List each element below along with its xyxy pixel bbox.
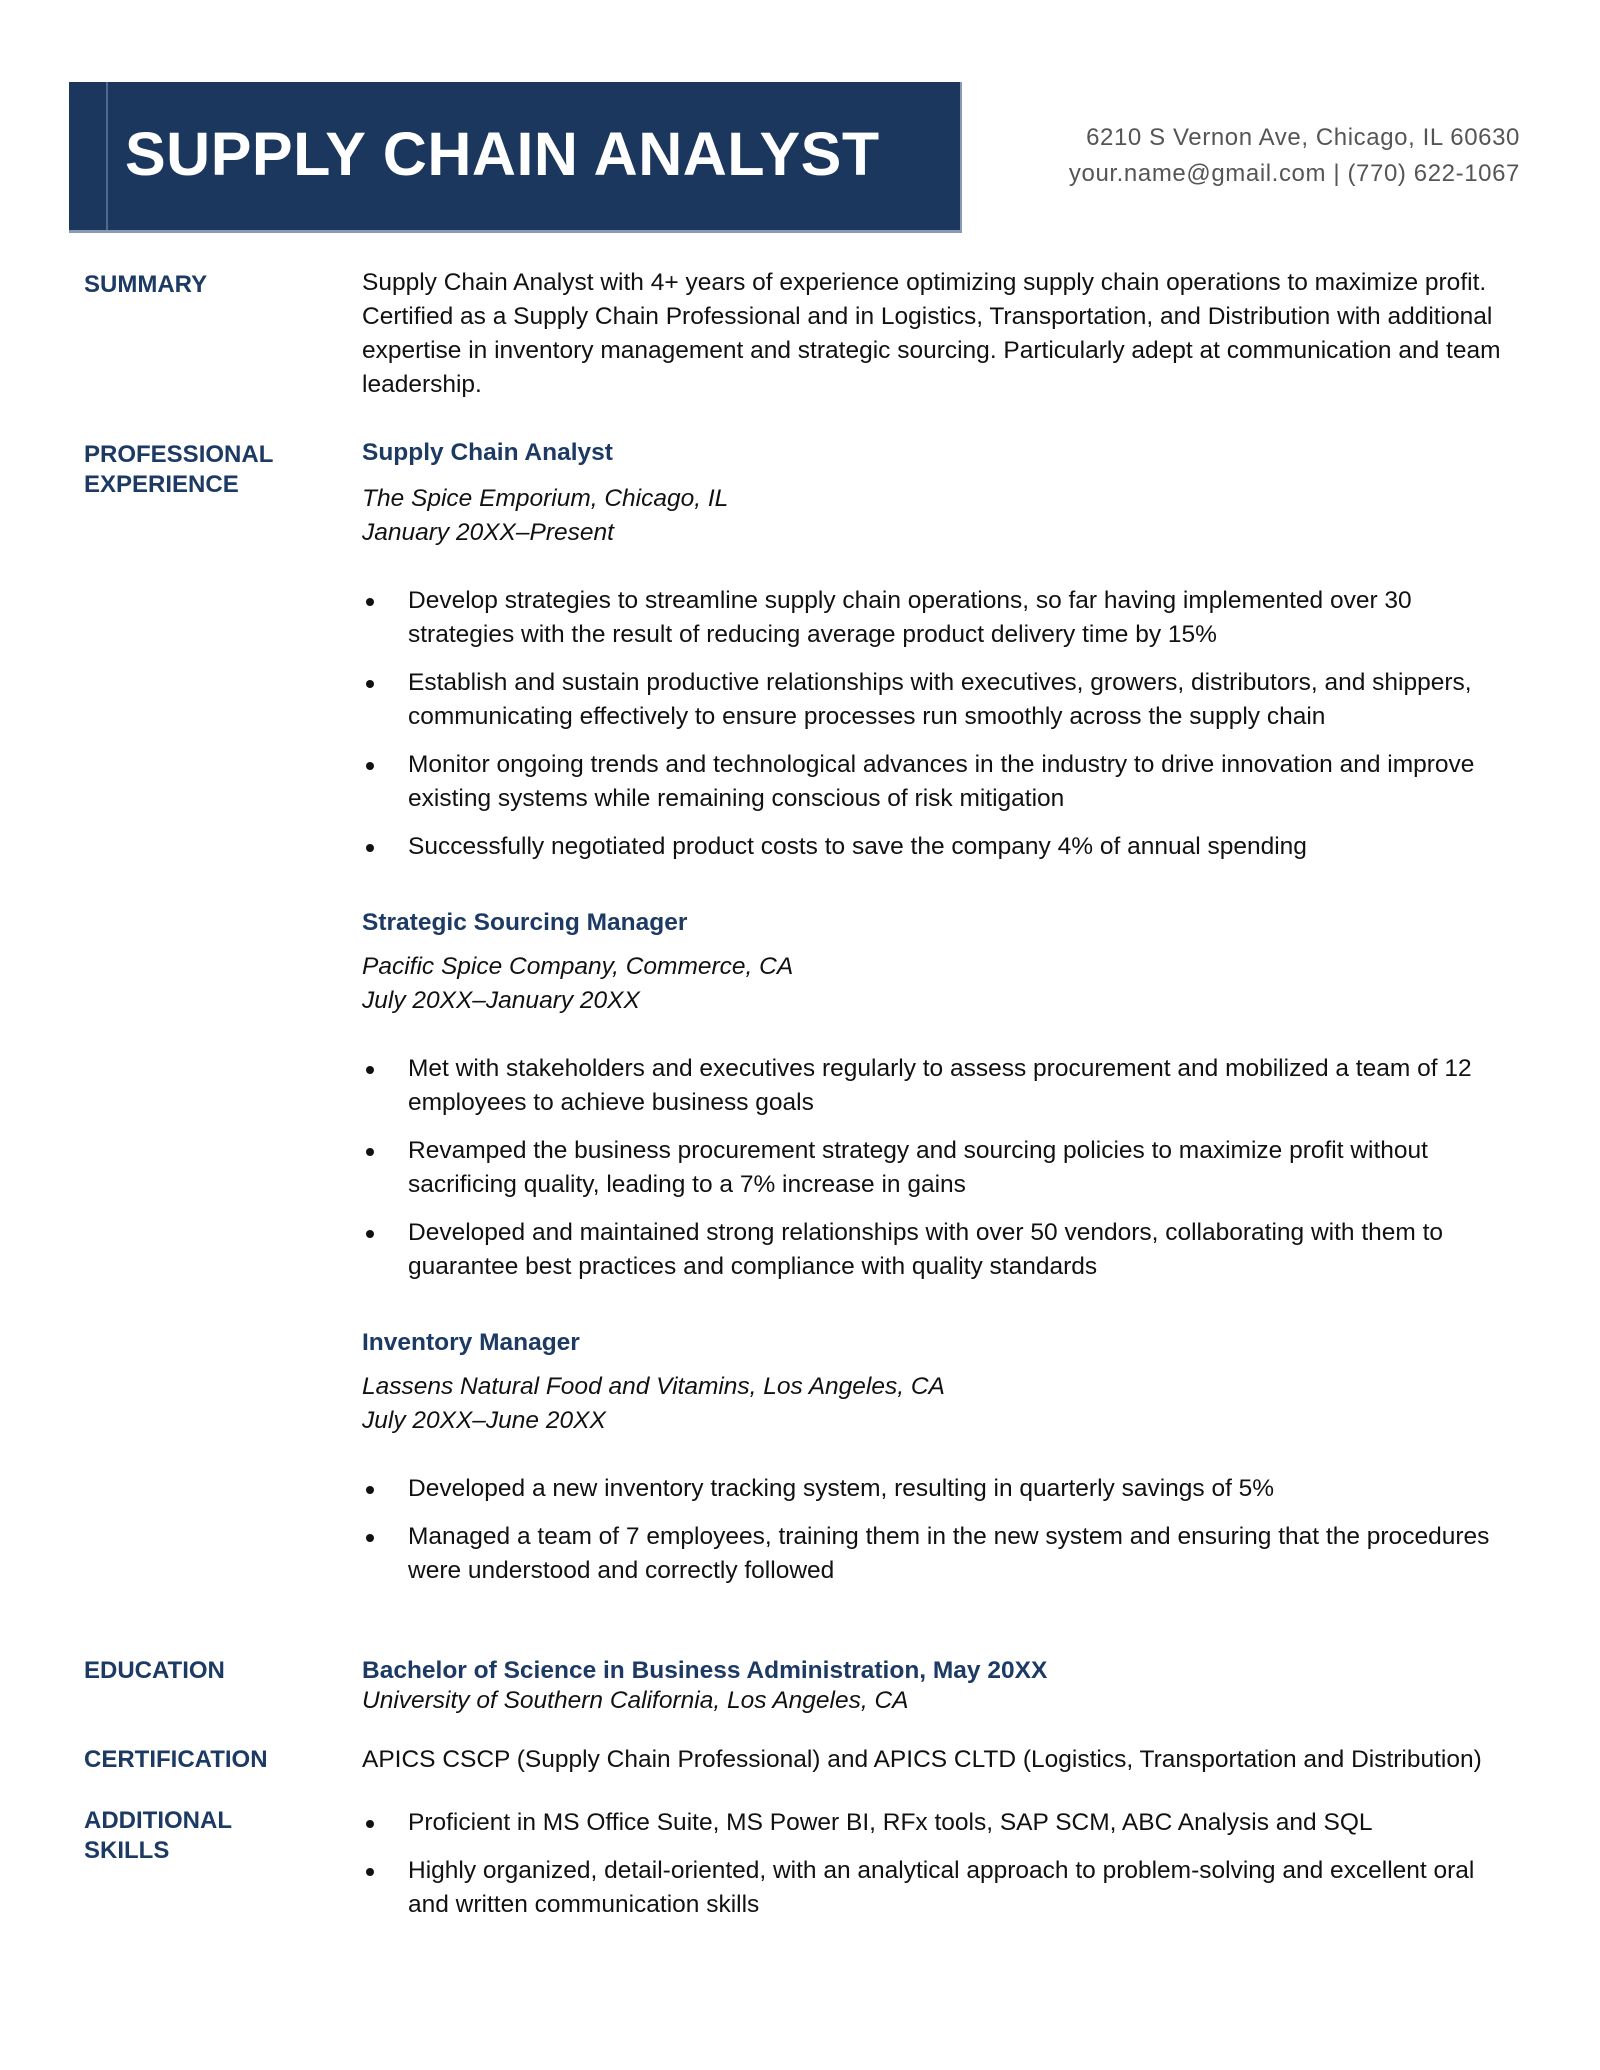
job-dates: July 20XX–June 20XX [362,1407,606,1434]
banner-accent-rule [106,82,108,230]
contact-address: 6210 S Vernon Ave, Chicago, IL 60630 [1086,124,1520,151]
bullet-item: Monitor ongoing trends and technological advances in the industry to drive innovation and improve existing systems while remaining conscious of risk mitigation [362,748,1522,816]
job-bullets [362,584,1522,864]
bullet-item: Establish and sustain productive relationships with executives, growers, distributors, and shippers, communicating effectively to ensure processes run smoothly across the supply chain [362,666,1522,734]
bullet-item: Successfully negotiated product costs to save the company 4% of annual spending [362,830,1522,864]
summary-heading: SUMMARY [84,271,208,298]
education-body [362,1656,1522,1716]
bullet-item: Developed a new inventory tracking system, resulting in quarterly savings of 5% [362,1472,1522,1506]
bullet-item: Revamped the business procurement strategy and sourcing policies to maximize profit without sacrificing quality, leading to a 7% increase in gains [362,1134,1522,1202]
job-entry [362,436,1522,864]
bullet-item: Develop strategies to streamline supply chain operations, so far having implemented over 30 strategies with the result of reducing average product delivery time by 15% [362,584,1522,652]
job-entry [362,1326,1522,1588]
experience-heading [84,440,344,500]
experience-heading-line2: EXPERIENCE [84,471,239,498]
bullet-item: Developed and maintained strong relationships with over 50 vendors, collaborating with them to guarantee best practices and compliance with quality standards [362,1216,1522,1284]
job-company: The Spice Emporium, Chicago, IL [362,485,729,512]
certification-heading: CERTIFICATION [84,1746,268,1773]
job-entry [362,906,1522,1284]
summary-body [362,266,1522,402]
summary-text: Supply Chain Analyst with 4+ years of experience optimizing supply chain operations to maximize profit. Certified as a Supply Chain Professional and in Logistics, Transportation, and Distribution with additional expertise in inventory management and strategic sourcing. Particularly adept at communication and team leadership. [362,269,1501,398]
job-company: Lassens Natural Food and Vitamins, Los Angeles, CA [362,1373,945,1400]
bullet-item: Met with stakeholders and executives regularly to assess procurement and mobilized a team of 12 employees to achieve business goals [362,1052,1522,1120]
certification-body [362,1745,1522,1775]
job-bullets [362,1052,1522,1284]
job-title: Inventory Manager [362,1329,580,1356]
experience-heading-line1: PROFESSIONAL [84,441,274,468]
education-degree: Bachelor of Science in Business Administration, May 20XX [362,1657,1048,1684]
education-heading: EDUCATION [84,1657,225,1684]
contact-email-phone: your.name@gmail.com | (770) 622-1067 [1068,160,1520,187]
job-dates: January 20XX–Present [362,519,614,546]
resume-title: SUPPLY CHAIN ANALYST [125,120,880,188]
bullet-item: Highly organized, detail-oriented, with an analytical approach to problem-solving and excellent oral and written communication skills [362,1854,1522,1922]
bullet-item: Proficient in MS Office Suite, MS Power BI, RFx tools, SAP SCM, ABC Analysis and SQL [362,1806,1522,1840]
experience-body [362,436,1522,1602]
certification-text: APICS CSCP (Supply Chain Professional) and APICS CLTD (Logistics, Transportation and Distribution) [362,1746,1482,1773]
education-school: University of Southern California, Los Angeles, CA [362,1687,909,1714]
skills-body [362,1806,1522,1936]
skills-heading-line2: SKILLS [84,1837,170,1864]
job-title: Strategic Sourcing Manager [362,909,688,936]
skills-bullets [362,1806,1522,1922]
job-bullets [362,1472,1522,1588]
skills-heading [84,1806,344,1866]
bullet-item: Managed a team of 7 employees, training them in the new system and ensuring that the procedures were understood and correctly followed [362,1520,1522,1588]
skills-heading-line1: ADDITIONAL [84,1807,232,1834]
job-company: Pacific Spice Company, Commerce, CA [362,953,794,980]
job-title: Supply Chain Analyst [362,439,613,466]
job-dates: July 20XX–January 20XX [362,987,640,1014]
contact-block [1069,120,1520,192]
